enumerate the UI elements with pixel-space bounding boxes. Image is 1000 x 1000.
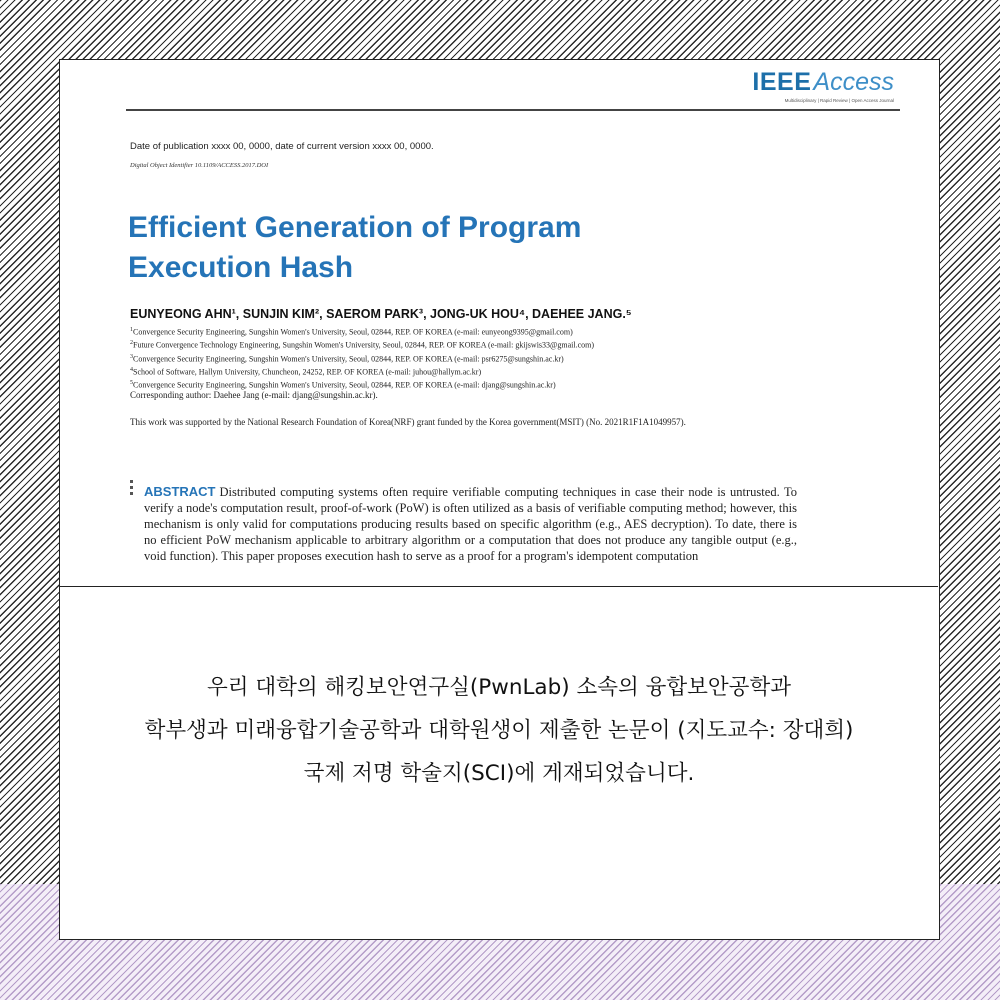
paper-screenshot xyxy=(60,60,938,587)
paper-title xyxy=(128,208,768,288)
doi-line: Digital Object Identifier 10.1109/ACCESS.2017.DOI xyxy=(130,162,269,169)
affiliation-item: $^3$Convergence Security Engineering, Sungshin Women's University, Seoul, 02844, REP. OF KOREA (e-mail: psr6275@sungshin.ac.kr) xyxy=(130,353,564,364)
title-line-2: Execution Hash xyxy=(128,251,354,284)
abstract-text: Distributed computing systems often require verifiable computing techniques in case their node is untrusted. To verify a node's computation result, proof-of-work (PoW) is often utilized as a basis of verifiable computing method; however, this mechanism is only valid for computations producing results based on specific algorithm (e.g., AES decryption). To date, there is no efficient PoW mechanism applicable to arbitrary algorithm or a computation that does not produce any tangible output (e.g., void function). This paper proposes execution hash to serve as a proof for a program's idempotent computation xyxy=(144,485,797,563)
title-line-1: Efficient Generation of Program xyxy=(128,211,582,244)
announcement-caption xyxy=(60,666,938,795)
caption-line-3: 국제 저명 학술지(SCI)에 게재되었습니다. xyxy=(303,761,695,786)
affiliation-item: $^4$School of Software, Hallym University, Chuncheon, 24252, REP. OF KOREA (e-mail: juhou@hallym.ac.kr) xyxy=(130,366,482,377)
caption-line-1: 우리 대학의 해킹보안연구실(PwnLab) 소속의 융합보안공학과 xyxy=(206,675,791,700)
affiliation-item: $^2$Future Convergence Technology Engineering, Sungshin Women's University, Seoul, 02844, REP. OF KOREA (e-mail: gkijswis33@gmail.com) xyxy=(130,340,595,350)
author-list: EUNYEONG AHN¹, SUNJIN KIM², SAEROM PARK³, JONG-UK HOU⁴, DAEHEE JANG.⁵ xyxy=(130,307,632,321)
abstract xyxy=(144,484,797,565)
logo-tagline: Multidisciplinary | Rapid Review | Open Access Journal xyxy=(784,98,894,103)
publication-date: Date of publication xxxx 00, 0000, date of current version xxxx 00, 0000. xyxy=(130,141,434,152)
ieee-access-logo xyxy=(752,68,894,103)
corresponding-author: Corresponding author: Daehee Jang (e-mail: djang@sungshin.ac.kr). xyxy=(130,390,378,400)
caption-line-2: 학부생과 미래융합기술공학과 대학원생이 제출한 논문이 (지도교수: 장대희) xyxy=(144,718,854,743)
news-card xyxy=(59,59,940,940)
logo-access-text: Access xyxy=(813,68,894,96)
abstract-label: ABSTRACT xyxy=(144,484,216,499)
abstract-marker-icon xyxy=(130,480,133,498)
logo-ieee-text: IEEE xyxy=(752,68,812,96)
affiliation-item: $^5$Convergence Security Engineering, Sungshin Women's University, Seoul, 02844, REP. OF KOREA (e-mail: djang@sungshin.ac.kr) xyxy=(130,380,556,390)
affiliation-item: $^1$Convergence Security Engineering, Sungshin Women's University, Seoul, 02844, REP. OF KOREA (e-mail: eunyeong9395@gmail.com) xyxy=(130,327,573,337)
header-rule xyxy=(126,109,900,111)
funding-note: This work was supported by the National Research Foundation of Korea(NRF) grant funded by the Korea government(MSIT) (No. 2021R1F1A1049957). xyxy=(130,417,686,427)
affiliation-list xyxy=(130,325,594,391)
